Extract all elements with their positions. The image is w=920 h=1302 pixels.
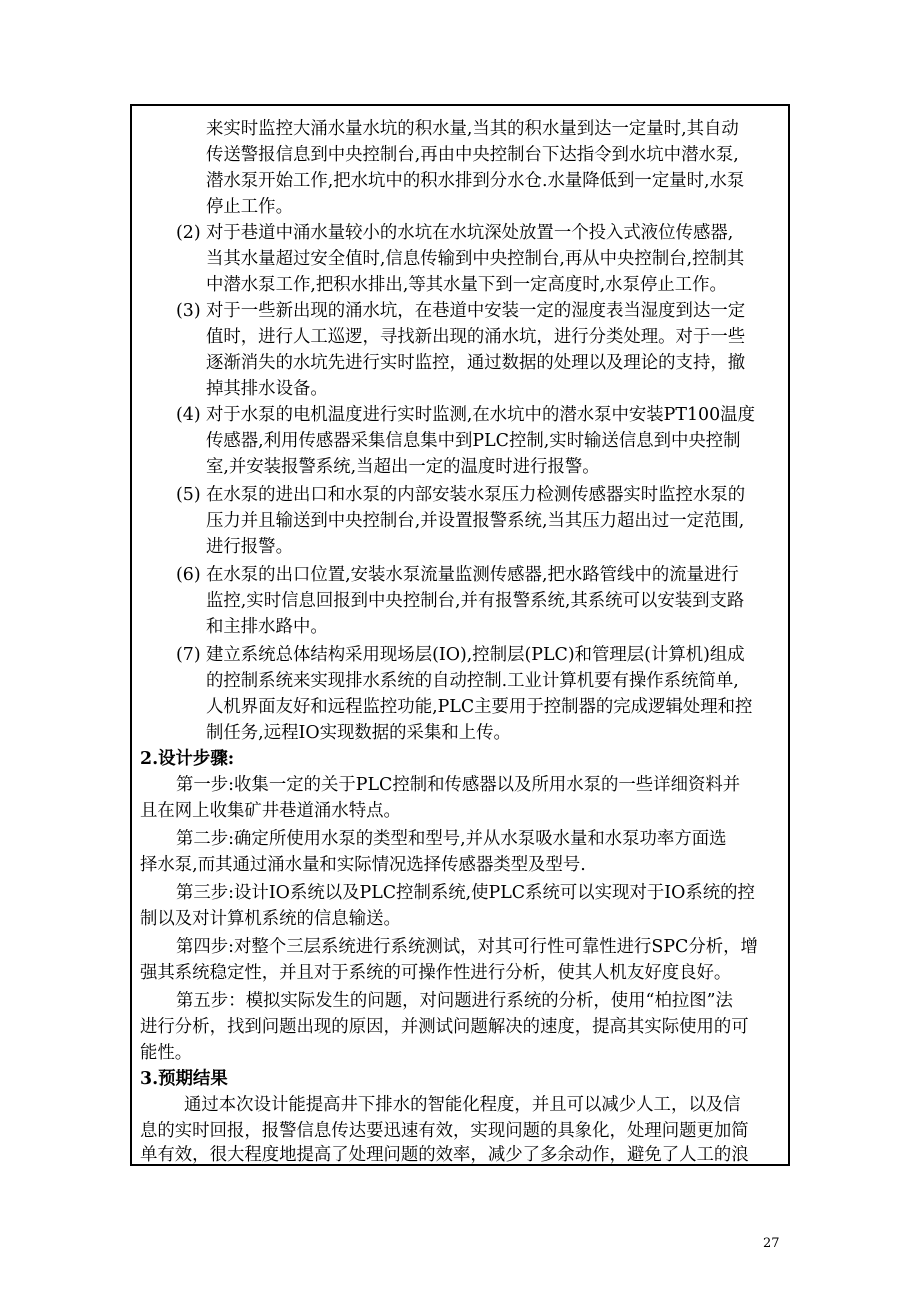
paragraph-line: 人机界面友好和远程监控功能,PLC主要用于控制器的完成逻辑处理和控 [206, 697, 753, 717]
paragraph-line: 第一步:收集一定的关于PLC控制和传感器以及所用水泵的一些详细资料并 [176, 775, 741, 795]
list-number: (6) [176, 565, 201, 585]
section-heading: 2.设计步骤: [140, 749, 235, 769]
paragraph-line: 第五步：模拟实际发生的问题，对问题进行系统的分析，使用“柏拉图”法 [176, 991, 733, 1011]
paragraph-line: 的控制系统来实现排水系统的自动控制.工业计算机要有操作系统简单, [206, 671, 739, 691]
paragraph-line: 来实时监控大涌水量水坑的积水量,当其的积水量到达一定量时,其自动 [206, 119, 739, 139]
paragraph-line: 停止工作。 [206, 197, 293, 217]
paragraph-line: 对于水泵的电机温度进行实时监测,在水坑中的潜水泵中安装PT100温度 [206, 405, 755, 425]
paragraph-line: 对于巷道中涌水量较小的水坑在水坑深处放置一个投入式液位传感器, [206, 223, 734, 243]
content-frame [130, 104, 790, 1166]
list-number: (5) [176, 485, 201, 505]
paragraph-line: 制以及对计算机系统的信息输送。 [140, 909, 401, 929]
paragraph-line: 潜水泵开始工作,把水坑中的积水排到分水仓.水量降低到一定量时,水泵 [206, 171, 745, 191]
paragraph-line: 进行分析，找到问题出现的原因，并测试问题解决的速度，提高其实际使用的可 [140, 1017, 749, 1037]
paragraph-line: 建立系统总体结构采用现场层(IO),控制层(PLC)和管理层(计算机)组成 [206, 645, 745, 665]
section-heading: 3.预期结果 [140, 1069, 228, 1089]
paragraph-line: 进行报警。 [206, 537, 293, 557]
paragraph-line: 掉其排水设备。 [206, 379, 328, 399]
paragraph-line: 第二步:确定所使用水泵的类型和型号,并从水泵吸水量和水泵功率方面选 [176, 829, 727, 849]
paragraph-line: 室,并安装报警系统,当超出一定的温度时进行报警。 [206, 457, 600, 477]
paragraph-line: 传感器,利用传感器采集信息集中到PLC控制,实时输送信息到中央控制 [206, 431, 741, 451]
paragraph-line: 择水泵,而其通过涌水量和实际情况选择传感器类型及型号. [140, 855, 586, 875]
paragraph-line: 强其系统稳定性，并且对于系统的可操作性进行分析，使其人机友好度良好。 [140, 963, 732, 983]
paragraph-line: 制任务,远程IO实现数据的采集和上传。 [206, 723, 511, 743]
list-number: (4) [176, 405, 201, 425]
list-number: (3) [176, 301, 201, 321]
paragraph-line: 第三步:设计IO系统以及PLC控制系统,使PLC系统可以实现对于IO系统的控 [176, 883, 755, 903]
paragraph-line: 通过本次设计能提高井下排水的智能化程度，并且可以减少人工，以及信 [184, 1095, 741, 1115]
paragraph-line: 和主排水路中。 [206, 617, 328, 637]
paragraph-line: 对于一些新出现的涌水坑，在巷道中安装一定的湿度表当湿度到达一定 [206, 301, 746, 321]
paragraph-line: 且在网上收集矿井巷道涌水特点。 [140, 801, 401, 821]
paragraph-line: 逐渐消失的水坑先进行实时监控，通过数据的处理以及理论的支持，撤 [206, 353, 746, 373]
paragraph-line: 单有效，很大程度地提高了处理问题的效率，减少了多余动作，避免了人工的浪 [140, 1145, 749, 1165]
paragraph-line: 传送警报信息到中央控制台,再由中央控制台下达指令到水坑中潜水泵, [206, 145, 739, 165]
paragraph-line: 息的实时回报，报警信息传达要迅速有效，实现问题的具象化，处理问题更加简 [140, 1121, 749, 1141]
paragraph-line: 压力并且输送到中央控制台,并设置报警系统,当其压力超出过一定范围, [206, 511, 745, 531]
paragraph-line: 监控,实时信息回报到中央控制台,并有报警系统,其系统可以安装到支路 [206, 591, 745, 611]
paragraph-line: 在水泵的进出口和水泵的内部安装水泵压力检测传感器实时监控水泵的 [206, 485, 746, 505]
paragraph-line: 第四步:对整个三层系统进行系统测试，对其可行性可靠性进行SPC分析，增 [176, 937, 758, 957]
list-number: (2) [176, 223, 201, 243]
page-number: 27 [763, 1236, 780, 1251]
paragraph-line: 值时，进行人工巡逻，寻找新出现的涌水坑，进行分类处理。对于一些 [206, 327, 746, 347]
paragraph-line: 当其水量超过安全值时,信息传输到中央控制台,再从中央控制台,控制其 [206, 249, 745, 269]
paragraph-line: 在水泵的出口位置,安装水泵流量监测传感器,把水路管线中的流量进行 [206, 565, 739, 585]
list-number: (7) [176, 645, 201, 665]
paragraph-line: 能性。 [140, 1043, 193, 1063]
paragraph-line: 中潜水泵工作,把积水排出,等其水量下到一定高度时,水泵停止工作。 [206, 275, 727, 295]
